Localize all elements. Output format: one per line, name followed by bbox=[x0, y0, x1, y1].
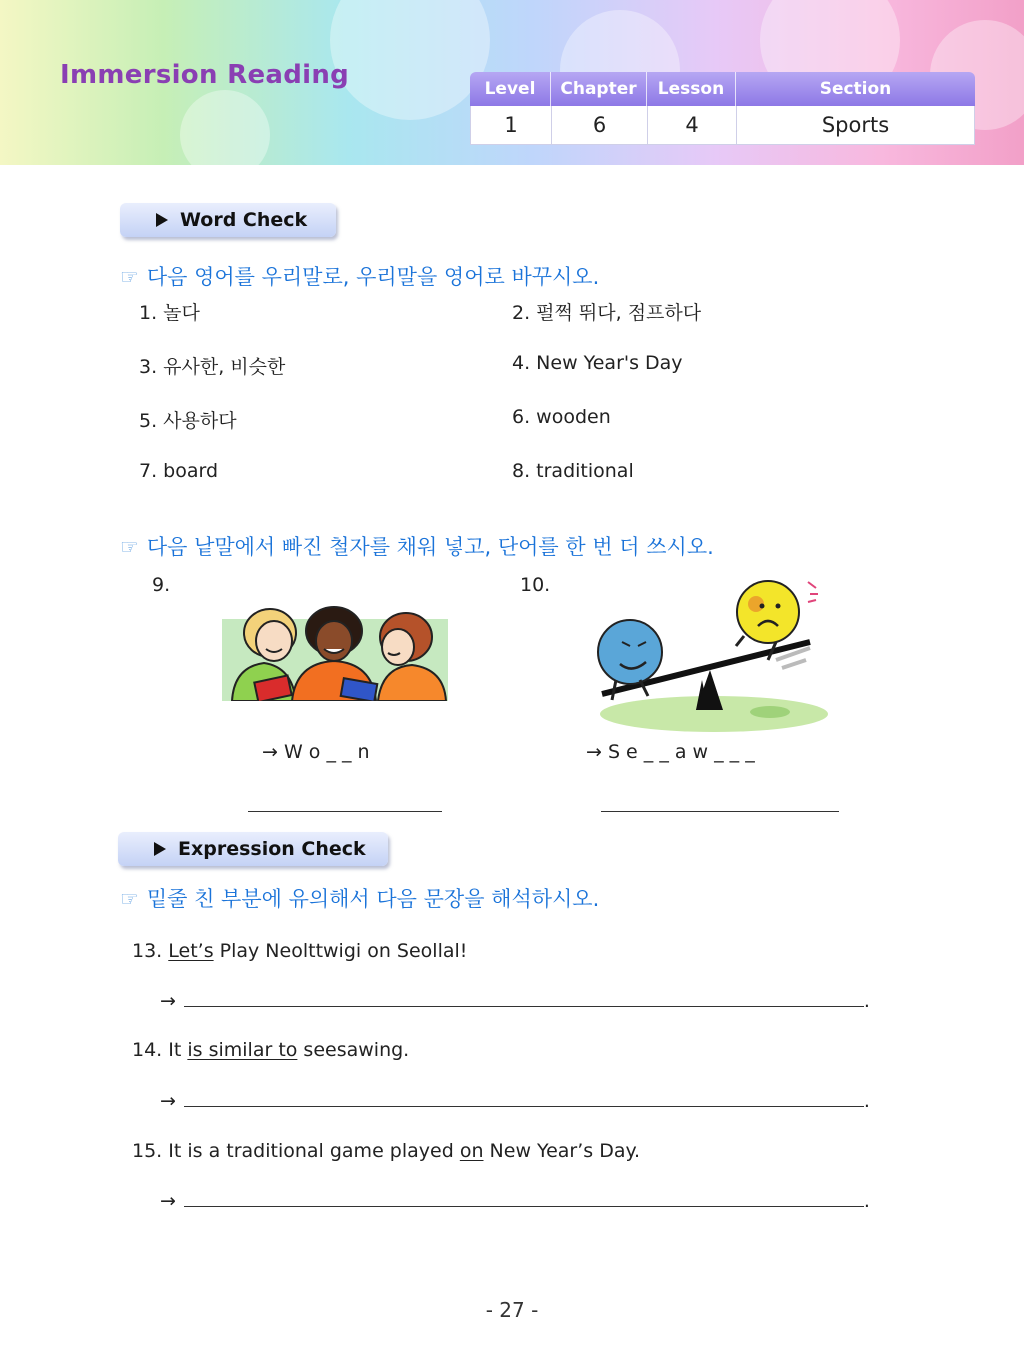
answer-period: . bbox=[863, 1090, 870, 1112]
header-level: Level bbox=[484, 79, 536, 99]
value-lesson: 4 bbox=[647, 106, 736, 144]
sentence-post: Play Neolttwigi on Seollal! bbox=[213, 940, 468, 962]
lesson-info-header-row bbox=[470, 72, 975, 106]
word-item: 2. 펄쩍 뛰다, 점프하다 bbox=[512, 302, 702, 324]
word-item: 5. 사용하다 bbox=[139, 410, 237, 432]
word-item: 3. 유사한, 비슷한 bbox=[139, 356, 286, 378]
header-section: Section bbox=[735, 72, 975, 106]
answer-line[interactable] bbox=[248, 811, 442, 812]
spelling-instruction bbox=[120, 531, 714, 561]
sentence-post: New Year’s Day. bbox=[483, 1140, 641, 1162]
sentence-number: 14. bbox=[132, 1039, 163, 1061]
word-item: 1. 놀다 bbox=[139, 302, 200, 324]
sentence-number: 15. bbox=[132, 1140, 163, 1162]
value-section: Sports bbox=[736, 106, 974, 144]
expression-check-instruction bbox=[120, 883, 599, 913]
brand-title: Immersion Reading bbox=[60, 60, 350, 90]
answer-period: . bbox=[863, 1190, 870, 1212]
answer-line[interactable] bbox=[601, 811, 839, 812]
sentence-pre: It is a traditional game played bbox=[168, 1140, 460, 1162]
sentence-13 bbox=[132, 940, 467, 962]
pointing-hand-icon: ☞ bbox=[120, 887, 139, 911]
banner-bubble bbox=[180, 90, 270, 165]
expression-check-heading bbox=[118, 832, 388, 866]
word-check-heading bbox=[120, 203, 336, 237]
instruction-text: 다음 영어를 우리말로, 우리말을 영어로 바꾸시오. bbox=[146, 265, 600, 289]
instruction-text: 밑줄 친 부분에 유의해서 다음 문장을 해석하시오. bbox=[146, 887, 600, 911]
arrow-icon: → bbox=[160, 1090, 176, 1112]
header-banner bbox=[0, 0, 1024, 165]
spelling-hint: → W o _ _ n bbox=[262, 741, 370, 763]
triangle-right-icon bbox=[154, 842, 166, 856]
word-check-instruction bbox=[120, 261, 599, 291]
answer-row-13 bbox=[160, 990, 870, 1012]
lesson-info-table bbox=[470, 72, 975, 145]
expression-check-title: Expression Check bbox=[178, 838, 366, 860]
value-level: 1 bbox=[504, 113, 518, 137]
question-number: 9. bbox=[152, 574, 171, 596]
pointing-hand-icon: ☞ bbox=[120, 265, 139, 289]
answer-line[interactable] bbox=[184, 1194, 864, 1207]
lesson-info-value-row bbox=[470, 106, 975, 145]
sentence-15 bbox=[132, 1140, 640, 1162]
answer-line[interactable] bbox=[184, 994, 864, 1007]
answer-line[interactable] bbox=[184, 1094, 864, 1107]
arrow-icon: → bbox=[160, 990, 176, 1012]
value-chapter: 6 bbox=[551, 106, 647, 144]
header-lesson: Lesson bbox=[646, 72, 735, 106]
word-item: 7. board bbox=[139, 460, 219, 482]
underlined-phrase: Let’s bbox=[168, 940, 214, 962]
sentence-post: seesawing. bbox=[297, 1039, 410, 1061]
question-number: 10. bbox=[520, 574, 551, 596]
arrow-icon: → bbox=[160, 1190, 176, 1212]
answer-row-15 bbox=[160, 1190, 870, 1212]
spelling-hint: → S e _ _ a w _ _ _ bbox=[586, 741, 755, 763]
underlined-phrase: on bbox=[459, 1140, 484, 1162]
page-number: - 27 - bbox=[485, 1298, 539, 1322]
pointing-hand-icon: ☞ bbox=[120, 535, 139, 559]
instruction-text: 다음 낱말에서 빠진 철자를 채워 넣고, 단어를 한 번 더 쓰시오. bbox=[146, 535, 714, 559]
answer-period: . bbox=[863, 990, 870, 1012]
answer-row-14 bbox=[160, 1090, 870, 1112]
word-item: 4. New Year's Day bbox=[512, 352, 683, 374]
underlined-phrase: is similar to bbox=[187, 1039, 298, 1061]
sentence-pre: It bbox=[168, 1039, 188, 1061]
triangle-right-icon bbox=[156, 213, 168, 227]
sentence-14 bbox=[132, 1039, 409, 1061]
sentence-number: 13. bbox=[132, 940, 163, 962]
word-check-title: Word Check bbox=[180, 209, 308, 231]
header-chapter: Chapter bbox=[550, 72, 646, 106]
word-item: 8. traditional bbox=[512, 460, 634, 482]
seesaw-illustration bbox=[596, 576, 832, 736]
banner-bubble bbox=[330, 0, 490, 120]
girls-talking-illustration bbox=[222, 605, 448, 701]
word-item: 6. wooden bbox=[512, 406, 611, 428]
